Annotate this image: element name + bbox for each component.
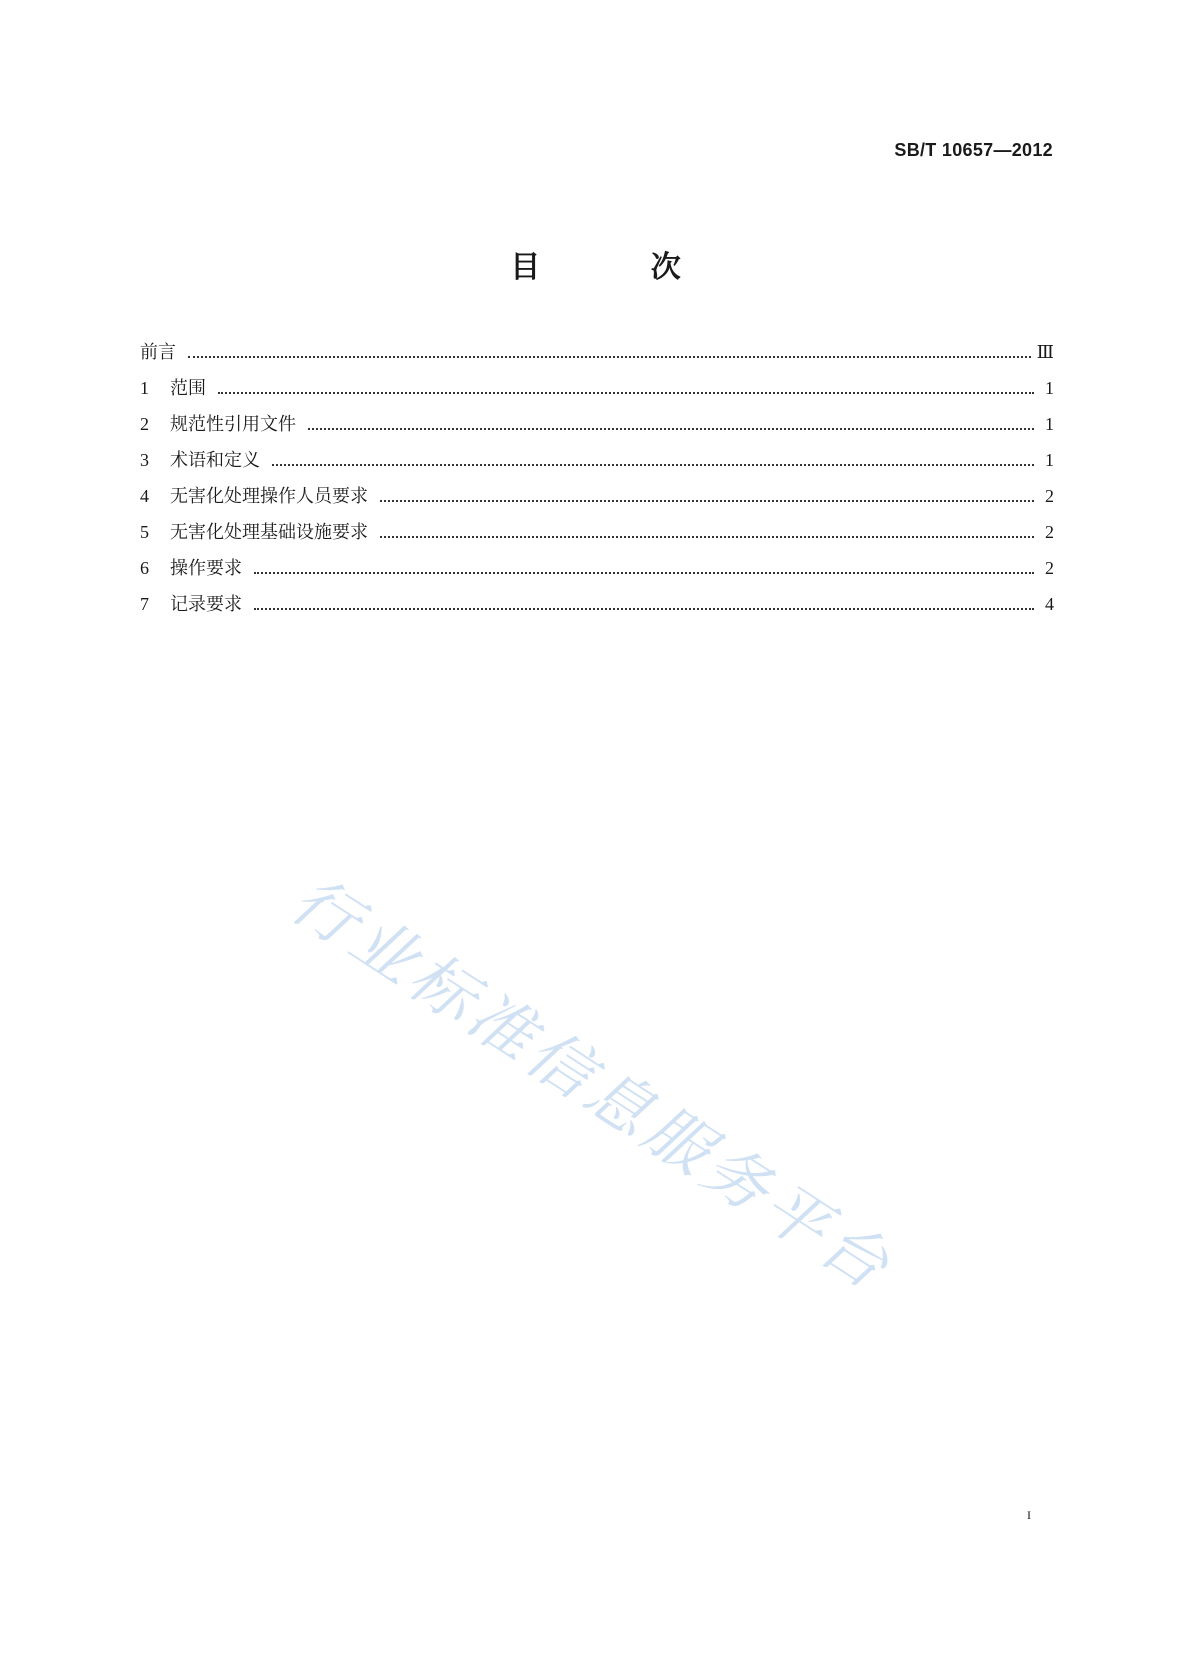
standard-code: SB/T 10657—2012 bbox=[894, 140, 1053, 160]
toc-title: 目 次 bbox=[510, 250, 731, 285]
toc-entry-number: 6 bbox=[140, 558, 149, 578]
page-number: I bbox=[1027, 1508, 1031, 1522]
toc-entry-page: 2 bbox=[1045, 522, 1054, 542]
dot-leader bbox=[272, 464, 1034, 466]
toc-entry-2[interactable] bbox=[140, 410, 1054, 446]
toc-entry-3[interactable] bbox=[140, 446, 1054, 482]
toc-entry-7[interactable] bbox=[140, 590, 1054, 626]
toc-entry-5[interactable] bbox=[140, 518, 1054, 554]
dot-leader bbox=[380, 500, 1034, 502]
watermark: 行业标准信息服务平台 bbox=[278, 863, 906, 1307]
toc-entry-number: 3 bbox=[140, 450, 149, 470]
toc-entry-label: 前言 bbox=[140, 342, 176, 363]
dot-leader bbox=[308, 428, 1034, 430]
toc-entry-label: 记录要求 bbox=[170, 594, 242, 615]
dot-leader bbox=[218, 392, 1034, 394]
dot-leader bbox=[254, 572, 1034, 574]
toc-entry-label: 范围 bbox=[170, 378, 206, 399]
toc-entry-label: 无害化处理基础设施要求 bbox=[170, 522, 368, 543]
dot-leader bbox=[188, 356, 1031, 358]
toc-entry-label: 术语和定义 bbox=[170, 450, 260, 471]
toc-entry-label: 操作要求 bbox=[170, 558, 242, 579]
toc-entry-page: 2 bbox=[1045, 558, 1054, 578]
toc-entry-page: 4 bbox=[1045, 594, 1054, 614]
toc-entry-foreword[interactable] bbox=[140, 338, 1054, 374]
toc-entry-number: 4 bbox=[140, 486, 149, 506]
toc-entry-label: 无害化处理操作人员要求 bbox=[170, 486, 368, 507]
dot-leader bbox=[380, 536, 1034, 538]
toc-entry-number: 2 bbox=[140, 414, 149, 434]
toc-entry-1[interactable] bbox=[140, 374, 1054, 410]
table-of-contents bbox=[140, 338, 1054, 626]
toc-entry-number: 5 bbox=[140, 522, 149, 542]
toc-entry-6[interactable] bbox=[140, 554, 1054, 590]
toc-entry-4[interactable] bbox=[140, 482, 1054, 518]
toc-entry-number: 7 bbox=[140, 594, 149, 614]
toc-entry-page: 1 bbox=[1045, 450, 1054, 470]
toc-entry-page: 1 bbox=[1045, 414, 1054, 434]
toc-entry-page: Ⅲ bbox=[1036, 342, 1054, 362]
toc-entry-number: 1 bbox=[140, 378, 149, 398]
toc-entry-page: 1 bbox=[1045, 378, 1054, 398]
dot-leader bbox=[254, 608, 1034, 610]
toc-entry-label: 规范性引用文件 bbox=[170, 414, 296, 435]
toc-entry-page: 2 bbox=[1045, 486, 1054, 506]
